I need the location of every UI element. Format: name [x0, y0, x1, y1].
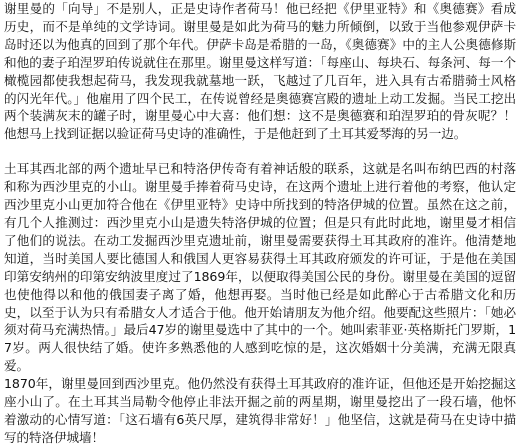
- paragraph-gap: [4, 143, 516, 160]
- paragraph-1870-excavation: 1870年，谢里曼回到西沙里克。他仍然没有获得土耳其政府的准许证，但他还是开始挖掘这座小山了。在土耳其当局勒令他停止非法开掘之前的两星期，谢里曼挖出了一段石墙，他怀着激动的心情写道：「这石墙有6英尺厚，建筑得非常好！」他坚信，这就是荷马在史诗中描写的特洛伊城墙！: [4, 376, 516, 445]
- paragraph-ithaca: 谢里曼的「向导」不是别人，正是史诗作者荷马！他已经把《伊里亚特》和《奥德赛》看成历史，而不是单纯的文学诗词。谢里曼是如此为荷马的魅力所倾倒，以致于当他参观伊萨卡岛时还以为他真的回到了那个年代。伊萨卡岛是希腊的一岛，《奥德赛》中的主人公奥德修斯和他的妻子珀涅罗珀传说就住在那里。谢里曼这样写道：「每座山、每块石、每条河、每一个橄榄园都使我想起荷马，我发现我就墓地一跃，飞越过了几百年，进入具有古希腊骑士风格的闪光年代。」他雇用了四个民工，在传说曾经是奥德赛宫殿的遗址上动工发掘。当民工挖出两个装满灰末的罐子时，谢里曼心中大喜：他们想：这不是奥德赛和珀涅罗珀的骨灰呢？！他想马上找到证据以验证荷马史诗的准确性，于是他赶到了土耳其爱琴海的另一边。: [4, 1, 516, 142]
- paragraph-hisarlik: 土耳其西北部的两个遗址早已和特洛伊传奇有着神话般的联系，这就是名叫布纳巴西的村落和称为西沙里克的小山。谢里曼手捧着荷马史诗，在这两个遗址上进行着他的考察，他认定西沙里克小山更加符合他在《伊里亚特》史诗中所找到的特洛伊城的位置。虽然在这之前，有几个人推测过：西沙里克小山是遗失特洛伊城的位置；但是只有此时此地，谢里曼才相信了他们的说法。在动工发掘西沙里克遗址前，谢里曼需要获得土耳其政府的准许。他清楚地知道，当时美国人要比德国人和俄国人更容易获得土耳其政府颁发的许可证，于是他在美国印第安纳州的印第安纳波里度过了1869年，以便取得美国公民的身份。谢里曼在美国的逗留也使他得以和他的俄国妻子离了婚，他想再娶。当时他已经是如此醉心于古希腊文化和历史，以至于认为只有希腊女人才适合于他。他开始请朋友为他介绍。他要配这些照片：「她必须对荷马充满热情。」最后47岁的谢里曼选中了其中的一个。她叫索菲亚·英格斯托门罗斯，17岁。两人很快结了婚。使许多熟悉他的人感到吃惊的是，这次婚姻十分美满，充满无限真爱。: [4, 161, 516, 374]
